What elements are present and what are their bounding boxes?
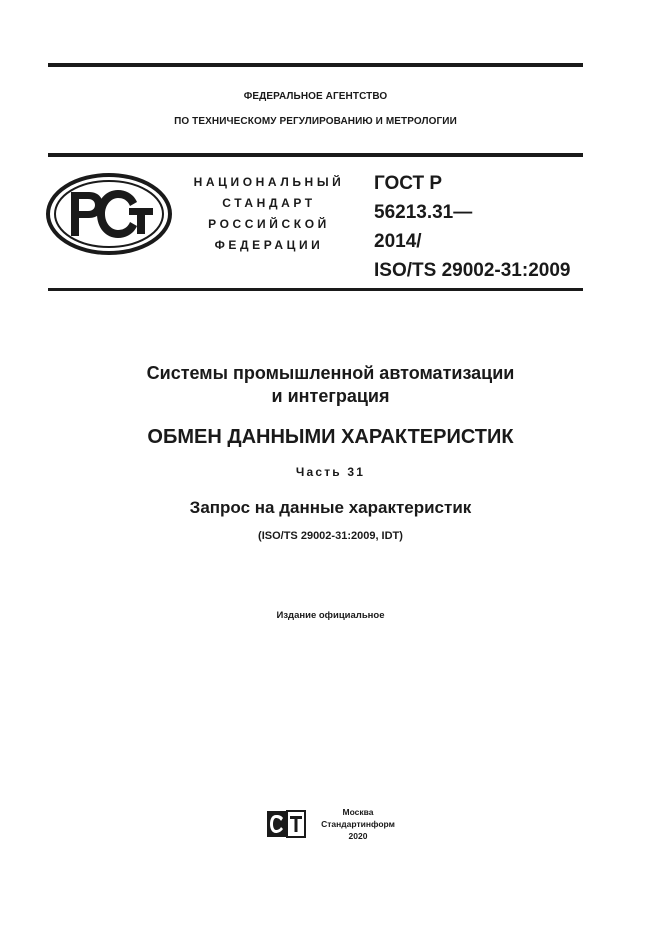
part-label: Часть 31 (295, 465, 366, 479)
national-standard-line-4: ФЕДЕРАЦИИ (214, 238, 324, 252)
national-standard-label (180, 172, 358, 256)
top-rule (48, 63, 583, 67)
subtitle: Запрос на данные характеристик (189, 498, 472, 517)
gost-designation (374, 169, 570, 285)
publisher-city: Москва (342, 807, 374, 817)
main-title: ОБМЕН ДАННЫМИ ХАРАКТЕРИСТИК (147, 426, 514, 448)
publisher-name: Стандартинформ (321, 819, 395, 829)
publisher-info (302, 806, 414, 842)
gost-line-4: ISO/TS 29002-31:2009 (374, 260, 571, 281)
national-standard-line-2: СТАНДАРТ (222, 196, 316, 210)
gost-line-1: ГОСТ Р (374, 173, 443, 194)
rst-mark-icon (45, 172, 173, 256)
header-rule (48, 153, 583, 157)
agency-line-2: ПО ТЕХНИЧЕСКОМУ РЕГУЛИРОВАНИЮ И МЕТРОЛОГИИ (174, 116, 457, 127)
national-standard-line-3: РОССИЙСКОЙ (208, 217, 330, 231)
gost-line-3: 2014/ (374, 231, 422, 252)
national-standard-line-1: НАЦИОНАЛЬНЫЙ (193, 175, 345, 189)
agency-line-1: ФЕДЕРАЛЬНОЕ АГЕНТСТВО (243, 91, 388, 102)
standard-block-rule (48, 288, 583, 291)
edition-label: Издание официальное (276, 610, 385, 621)
standartinform-logo-icon (266, 810, 306, 838)
iso-reference: (ISO/TS 29002-31:2009, IDT) (258, 530, 403, 542)
publisher-year: 2020 (348, 831, 368, 841)
title-line-1: Системы промышленной автоматизации (146, 363, 515, 383)
title-line-2: и интеграция (271, 386, 390, 406)
gost-line-2: 56213.31— (374, 202, 473, 223)
